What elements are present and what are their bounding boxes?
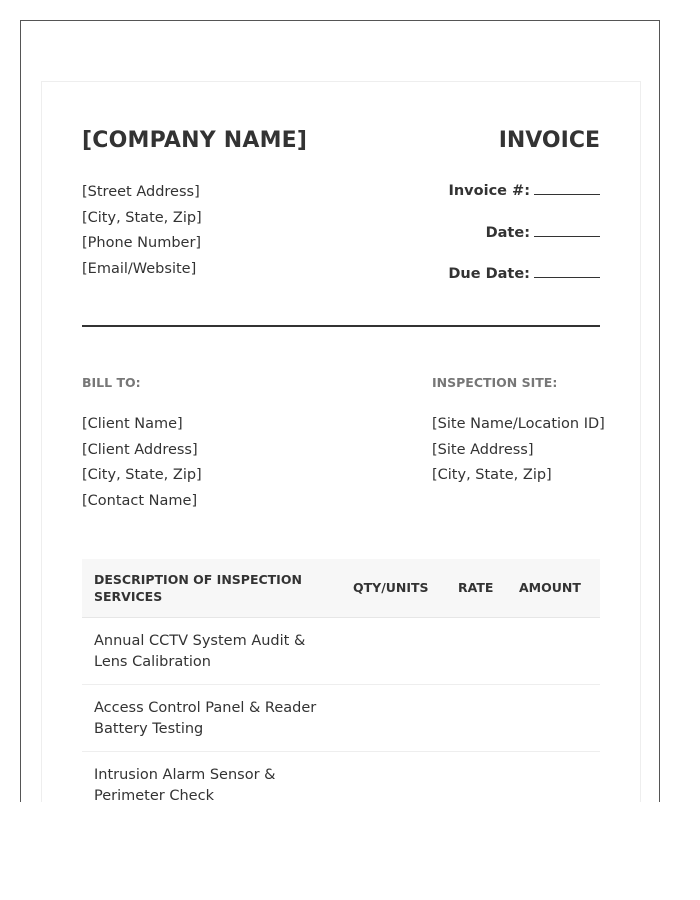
due-date-blank[interactable] <box>534 276 600 278</box>
company-address <box>82 180 202 283</box>
site-address: [Site Address] <box>432 441 534 458</box>
due-date-row <box>448 266 600 308</box>
table-row <box>82 685 600 752</box>
bill-to-block <box>82 412 202 515</box>
street-address: [Street Address] <box>82 184 200 200</box>
column-header-description: DESCRIPTION OF INSPECTION SERVICES <box>94 572 302 604</box>
row-description: Annual CCTV System Audit & Lens Calibration <box>94 633 306 670</box>
column-header-amount: AMOUNT <box>519 580 581 595</box>
invoice-meta <box>448 183 600 308</box>
bill-to-label: BILL TO: <box>82 375 141 390</box>
table-row <box>82 618 600 685</box>
contact-name: [Contact Name] <box>82 493 198 510</box>
company-name: [COMPANY NAME] <box>82 128 308 153</box>
client-city-state-zip: [City, State, Zip] <box>82 467 202 484</box>
column-header-rate: RATE <box>458 580 494 595</box>
client-name: [Client Name] <box>82 416 183 432</box>
row-description: Intrusion Alarm Sensor & Perimeter Check <box>94 767 276 802</box>
date-blank[interactable] <box>534 235 600 237</box>
inspection-site-label: INSPECTION SITE: <box>432 375 558 390</box>
phone-number: [Phone Number] <box>82 235 202 252</box>
inspection-site-block <box>432 412 605 489</box>
table-header <box>82 559 600 618</box>
page-frame <box>20 20 660 802</box>
site-city-state-zip: [City, State, Zip] <box>432 467 552 484</box>
city-state-zip: [City, State, Zip] <box>82 209 202 226</box>
due-date-label: Due Date: <box>448 266 530 282</box>
invoice-number-label: Invoice #: <box>448 183 530 199</box>
services-table <box>82 559 600 802</box>
invoice-number-blank[interactable] <box>534 193 600 195</box>
date-row <box>448 225 600 267</box>
invoice-sheet <box>41 81 641 802</box>
invoice-title: INVOICE <box>498 128 600 153</box>
column-header-qty: QTY/UNITS <box>353 580 429 595</box>
client-address: [Client Address] <box>82 441 198 458</box>
invoice-number-row <box>448 183 600 225</box>
table-row <box>82 752 600 802</box>
row-description: Access Control Panel & Reader Battery Testing <box>94 700 317 737</box>
email-website: [Email/Website] <box>82 261 197 278</box>
header-divider <box>82 325 600 327</box>
site-name: [Site Name/Location ID] <box>432 416 605 432</box>
date-label: Date: <box>485 224 530 241</box>
